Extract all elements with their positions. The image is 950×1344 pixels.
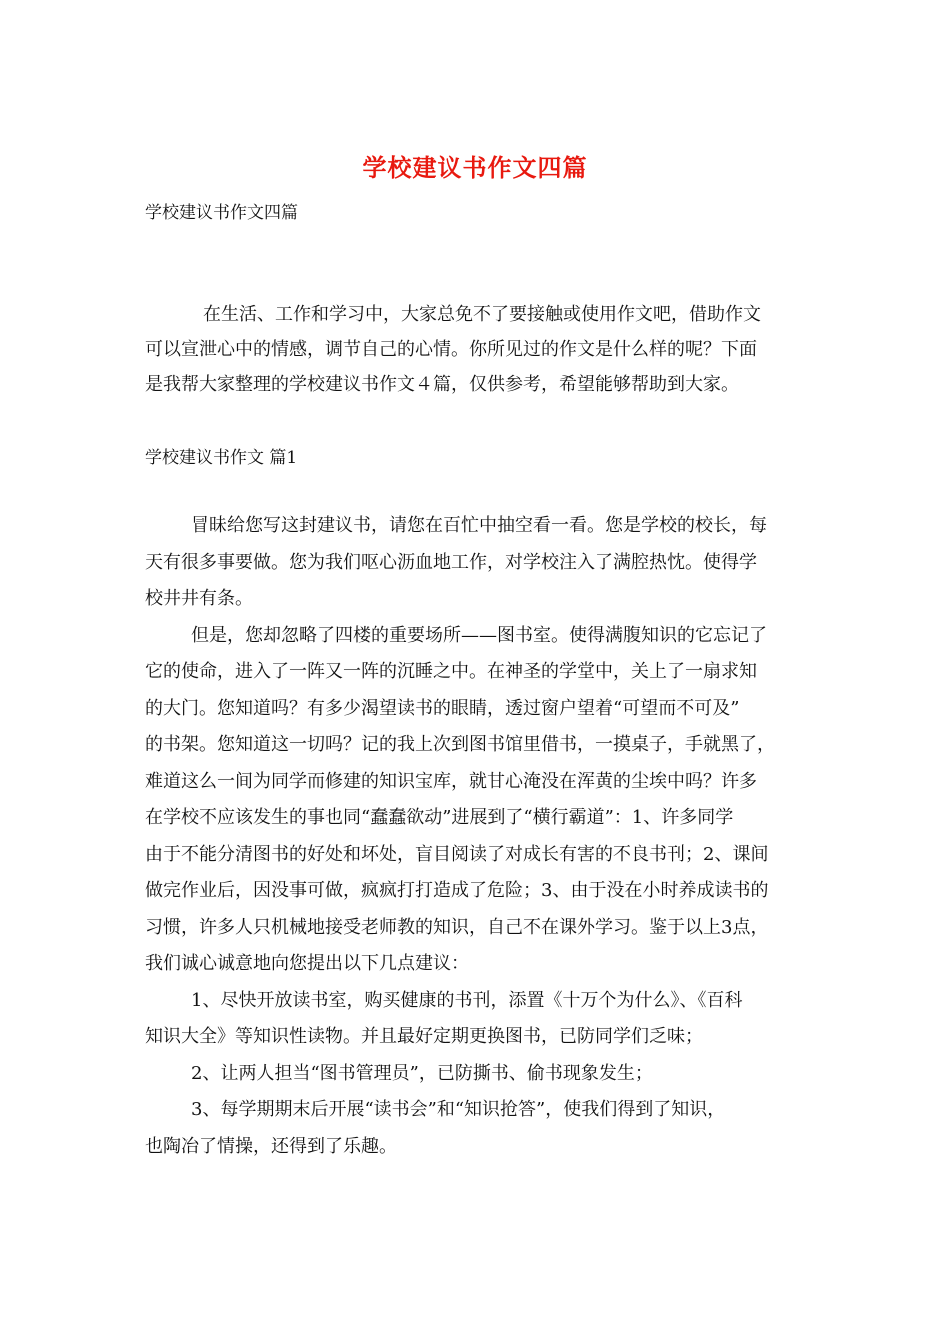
body-line: 习惯，许多人只机械地接受老师教的知识，自己不在课外学习。鉴于以上3点， [145, 916, 769, 938]
essay-body [145, 508, 810, 1165]
body-line: 的书架。您知道这一切吗？记的我上次到图书馆里借书，一摸桌子，手就黑了， [145, 734, 775, 755]
body-line: 天有很多事要做。您为我们呕心沥血地工作，对学校注入了满腔热忱。使得学 [145, 551, 757, 573]
intro-line: 在生活、工作和学习中，大家总免不了要接触或使用作文吧，借助作文 [203, 304, 761, 325]
body-line: 也陶冶了情操，还得到了乐趣。 [145, 1135, 397, 1157]
body-line: 由于不能分清图书的好处和坏处，盲目阅读了对成长有害的不良书刊；2、课间 [145, 843, 769, 865]
body-line: 1、尽快开放读书室，购买健康的书刊，添置《十万个为什么》、《百科 [191, 989, 743, 1011]
intro-line: 可以宣泄心中的情感，调节自己的心情。你所见过的作文是什么样的呢？下面 [145, 339, 757, 360]
document-subtitle: 学校建议书作文四篇 [145, 203, 298, 223]
intro-paragraph [145, 297, 805, 402]
body-line: 2、让两人担当“图书管理员”，已防撕书、偷书现象发生； [191, 1062, 653, 1084]
body-line: 难道这么一间为同学而修建的知识宝库，就甘心淹没在浑黄的尘埃中吗？许多 [145, 770, 757, 792]
body-line: 的大门。您知道吗？有多少渴望读书的眼睛，透过窗户望着“可望而不可及” [145, 697, 740, 719]
body-line: 3、每学期期末后开展“读书会”和“知识抢答”，使我们得到了知识， [191, 1099, 726, 1120]
document-title: 学校建议书作文四篇 [362, 153, 588, 182]
body-line: 它的使命，进入了一阵又一阵的沉睡之中。在神圣的学堂中，关上了一扇求知 [145, 661, 757, 682]
body-line: 知识大全》等知识性读物。并且最好定期更换图书，已防同学们乏味； [145, 1026, 703, 1047]
intro-line: 是我帮大家整理的学校建议书作文４篇，仅供参考，希望能够帮助到大家。 [145, 374, 739, 395]
body-line: 做完作业后，因没事可做，疯疯打打造成了危险；3、由于没在小时养成读书的 [145, 880, 769, 901]
body-line: 但是，您却忽略了四楼的重要场所——图书室。使得满腹知识的它忘记了 [191, 624, 767, 646]
section-heading: 学校建议书作文 篇1 [145, 448, 298, 468]
body-line: 在学校不应该发生的事也同“蠢蠢欲动”进展到了“横行霸道”：1、许多同学 [145, 807, 734, 828]
body-line: 冒昧给您写这封建议书，请您在百忙中抽空看一看。您是学校的校长，每 [191, 515, 767, 536]
body-line: 我们诚心诚意地向您提出以下几点建议： [145, 953, 469, 974]
body-line: 校井井有条。 [145, 588, 253, 609]
